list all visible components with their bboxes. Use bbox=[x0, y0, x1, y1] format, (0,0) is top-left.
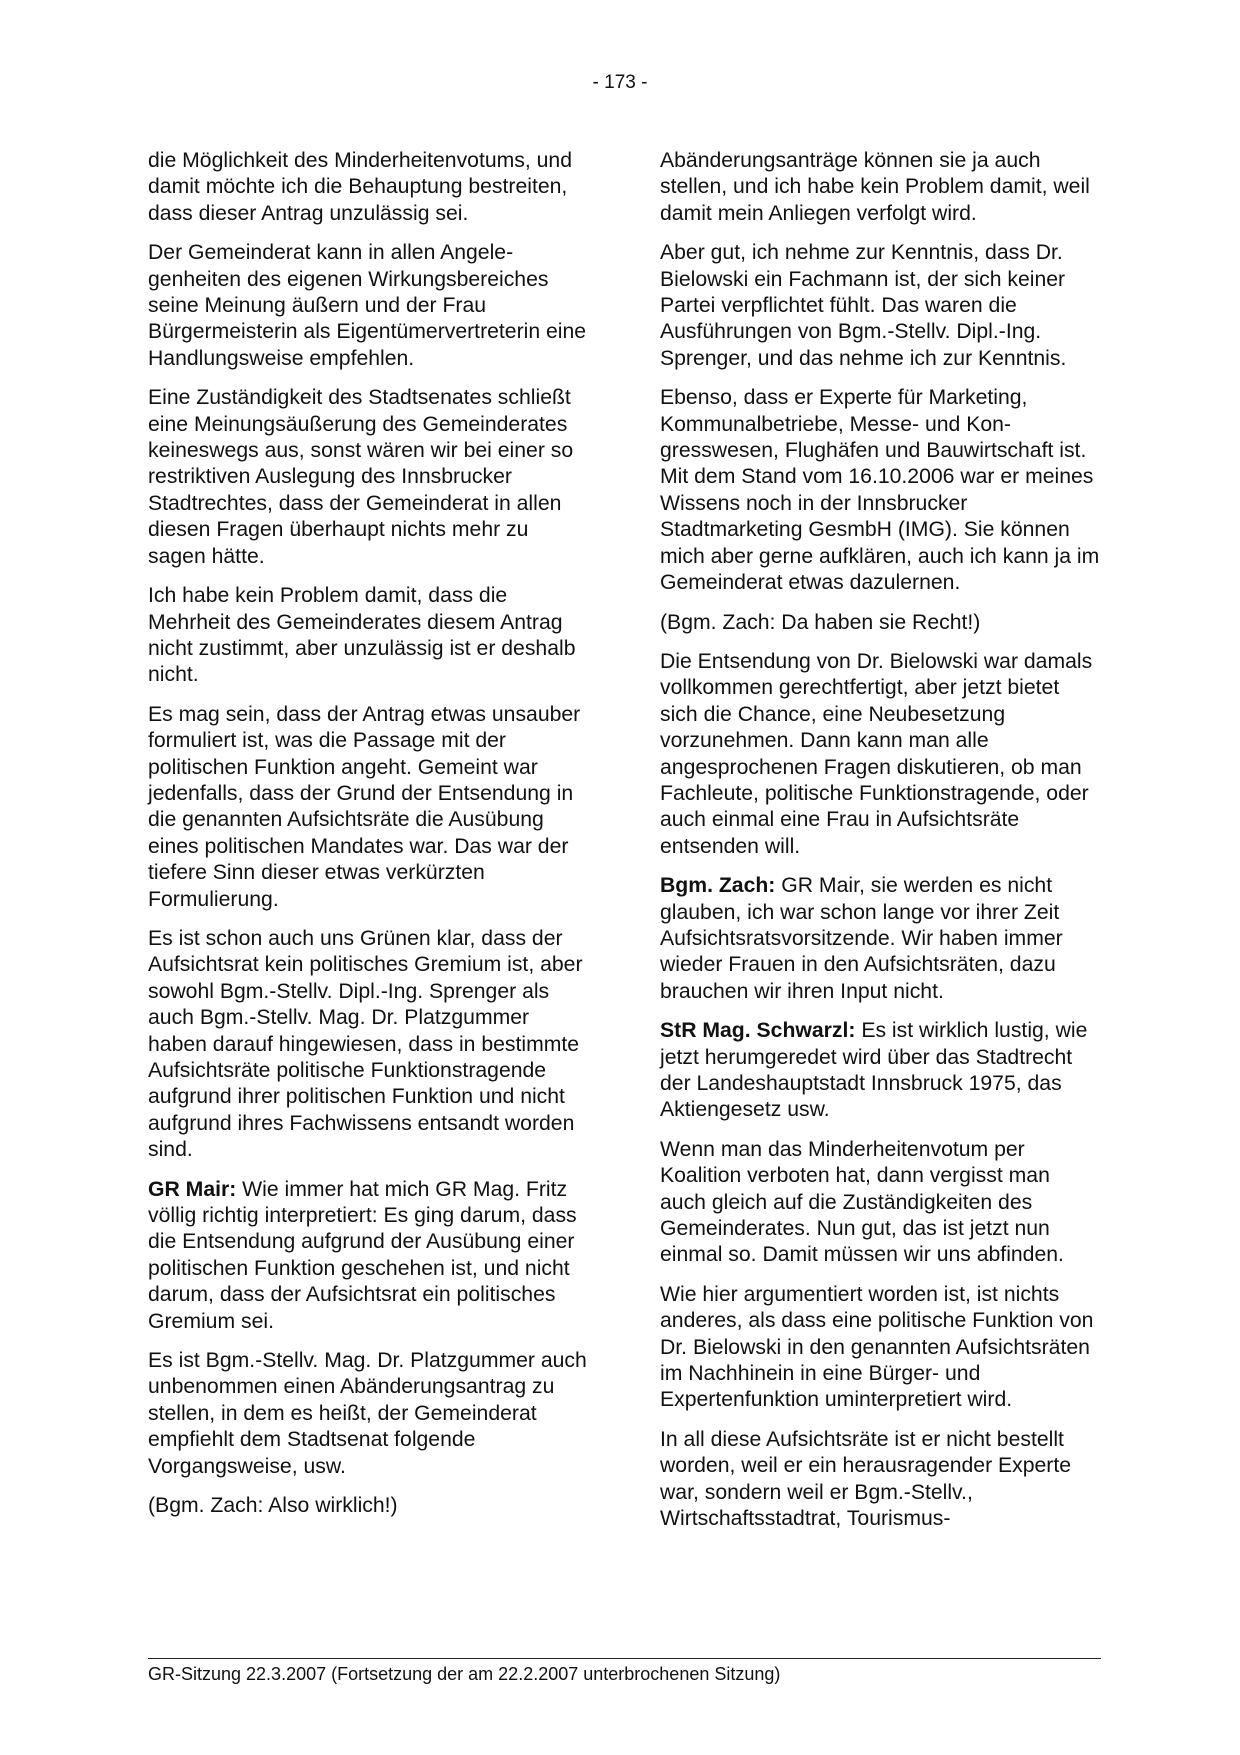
paragraph: Es mag sein, dass der Antrag etwas unsauber formuliert ist, was die Passage mit der politischen Funktion angeht. Gemeint war jedenfalls, dass der Grund der Entsendung in die genannten Aufsichtsräte die Ausübung eines politischen Mandates war. Das war der tiefere Sinn dieser etwas verkürzten Formulierung. bbox=[148, 702, 581, 911]
right-column bbox=[660, 148, 1100, 1546]
speech-text: Wie immer hat mich GR Mag. Fritz völlig richtig interpretiert: Es ging darum, dass die Entsendung aufgrund der Ausübung einer politischen Funktion geschehen ist, und nicht darum, dass der Aufsichtsrat ein politisches Gremium sei. bbox=[148, 1177, 577, 1333]
speech-paragraph bbox=[660, 873, 1100, 1005]
speech-text: GR Mair, sie werden es nicht glauben, ich war schon lange vor ihrer Zeit Aufsichtsratsvorsitzende. Wir haben immer wieder Frauen in den Aufsichtsräten, dazu brauchen wir ihren Input nicht. bbox=[660, 874, 1063, 1003]
speaker-name: Bgm. Zach: bbox=[660, 874, 776, 898]
paragraph: Ich habe kein Problem damit, dass die Mehrheit des Gemeinderates diesem Antrag nicht zustimmt, aber unzulässig ist er deshalb nicht. bbox=[148, 584, 576, 687]
paragraph: Es ist Bgm.-Stellv. Mag. Dr. Platzgummer auch unbenommen einen Abänderungsantrag zu stellen, in dem es heißt, der Gemeinderat empfiehlt dem Stadtsenat folgende Vorgangsweise, usw. bbox=[148, 1349, 587, 1478]
paragraph: Wenn man das Minderheitenvotum per Koalition verboten hat, dann vergisst man auch gleich auf die Zuständigkeiten des Gemeinderates. Nun gut, das ist jetzt nun einmal so. Damit müssen wir uns abfinden. bbox=[660, 1137, 1064, 1267]
interjection: (Bgm. Zach: Also wirklich!) bbox=[148, 1494, 398, 1518]
paragraph: die Möglichkeit des Minderheitenvotums, und damit möchte ich die Behauptung bestreiten, dass dieser Antrag unzulässig sei. bbox=[148, 149, 572, 225]
speech-paragraph bbox=[660, 1018, 1100, 1124]
left-column bbox=[148, 148, 588, 1533]
page-number: - 173 - bbox=[592, 72, 648, 93]
paragraph: Es ist schon auch uns Grünen klar, dass der Aufsichtsrat kein politisches Gremium ist, aber sowohl Bgm.-Stellv. Dipl.-Ing. Sprenger als auch Bgm.-Stellv. Mag. Dr. Platzgummer haben darauf hingewiesen, dass in bestimmte Aufsichtsräte politische Funktionstragende aufgrund ihrer politischen Funktion und nicht aufgrund ihres Fachwissens entsandt worden sind. bbox=[148, 926, 583, 1162]
paragraph: Der Gemeinderat kann in allen Angelegenheiten des eigenen Wirkungsbereiches seine Meinung äußern und der Frau Bürgermeisterin als Eigentümervertreterin eine Handlungsweise empfehlen. bbox=[148, 241, 587, 370]
speech-paragraph bbox=[148, 1177, 588, 1335]
paragraph: Die Entsendung von Dr. Bielowski war damals vollkommen gerechtfertigt, aber jetzt bietet sich die Chance, eine Neubesetzung vorzunehmen. Dann kann man alle angesprochenen Fragen diskutieren, ob man Fachleute, politische Funktionstragende, oder auch einmal eine Frau in Aufsichtsräte entsenden will. bbox=[660, 649, 1093, 858]
paragraph: Ebenso, dass er Experte für Marketing, Kommunalbetriebe, Messe- und Kongresswesen, Flughäfen und Bauwirtschaft ist. Mit dem Stand vom 16.10.2006 war er meines Wissens noch in der Innsbrucker Stadtmarketing GesmbH (IMG). Sie können mich aber gerne aufklären, auch ich kann ja im Gemeinderat etwas dazulernen. bbox=[660, 386, 1100, 595]
interjection: (Bgm. Zach: Da haben sie Recht!) bbox=[660, 610, 981, 634]
paragraph: Abänderungsanträge können sie ja auch stellen, und ich habe kein Problem damit, weil damit mein Anliegen verfolgt wird. bbox=[660, 149, 1090, 225]
speaker-name: StR Mag. Schwarzl: bbox=[660, 1019, 856, 1043]
paragraph: In all diese Aufsichtsräte ist er nicht bestellt worden, weil er ein herausragender Experte war, sondern weil er Bgm.-Stellv., Wirtschaftsstadtrat, Tourismus- bbox=[660, 1427, 1072, 1531]
speech-text: Es ist wirklich lustig, wie jetzt herumgeredet wird über das Stadtrecht der Landeshauptstadt Innsbruck 1975, das Aktiengesetz usw. bbox=[660, 1019, 1088, 1122]
footer-divider bbox=[148, 1658, 1101, 1659]
paragraph: Wie hier argumentiert worden ist, ist nichts anderes, als dass eine politische Funktion von Dr. Bielowski in den genannten Aufsichtsräten im Nachhinein in eine Bürger- und Expertenfunktion uminterpretiert wird. bbox=[660, 1282, 1094, 1412]
speaker-name: GR Mair: bbox=[148, 1177, 237, 1201]
paragraph: Eine Zuständigkeit des Stadtsenates schließt eine Meinungsäußerung des Gemeinderates keineswegs aus, sonst wären wir bei einer so restriktiven Auslegung des Innsbrucker Stadtrechtes, dass der Gemeinderat in allen diesen Fragen überhaupt nichts mehr zu sagen hätte. bbox=[148, 386, 574, 568]
paragraph: Aber gut, ich nehme zur Kenntnis, dass Dr. Bielowski ein Fachmann ist, der sich keiner Partei verpflichtet fühlt. Das waren die Ausführungen von Bgm.-Stellv. Dipl.-Ing. Sprenger, und das nehme ich zur Kenntnis. bbox=[660, 241, 1067, 370]
page-footer: GR-Sitzung 22.3.2007 (Fortsetzung der am 22.2.2007 unterbrochenen Sitzung) bbox=[148, 1664, 781, 1684]
